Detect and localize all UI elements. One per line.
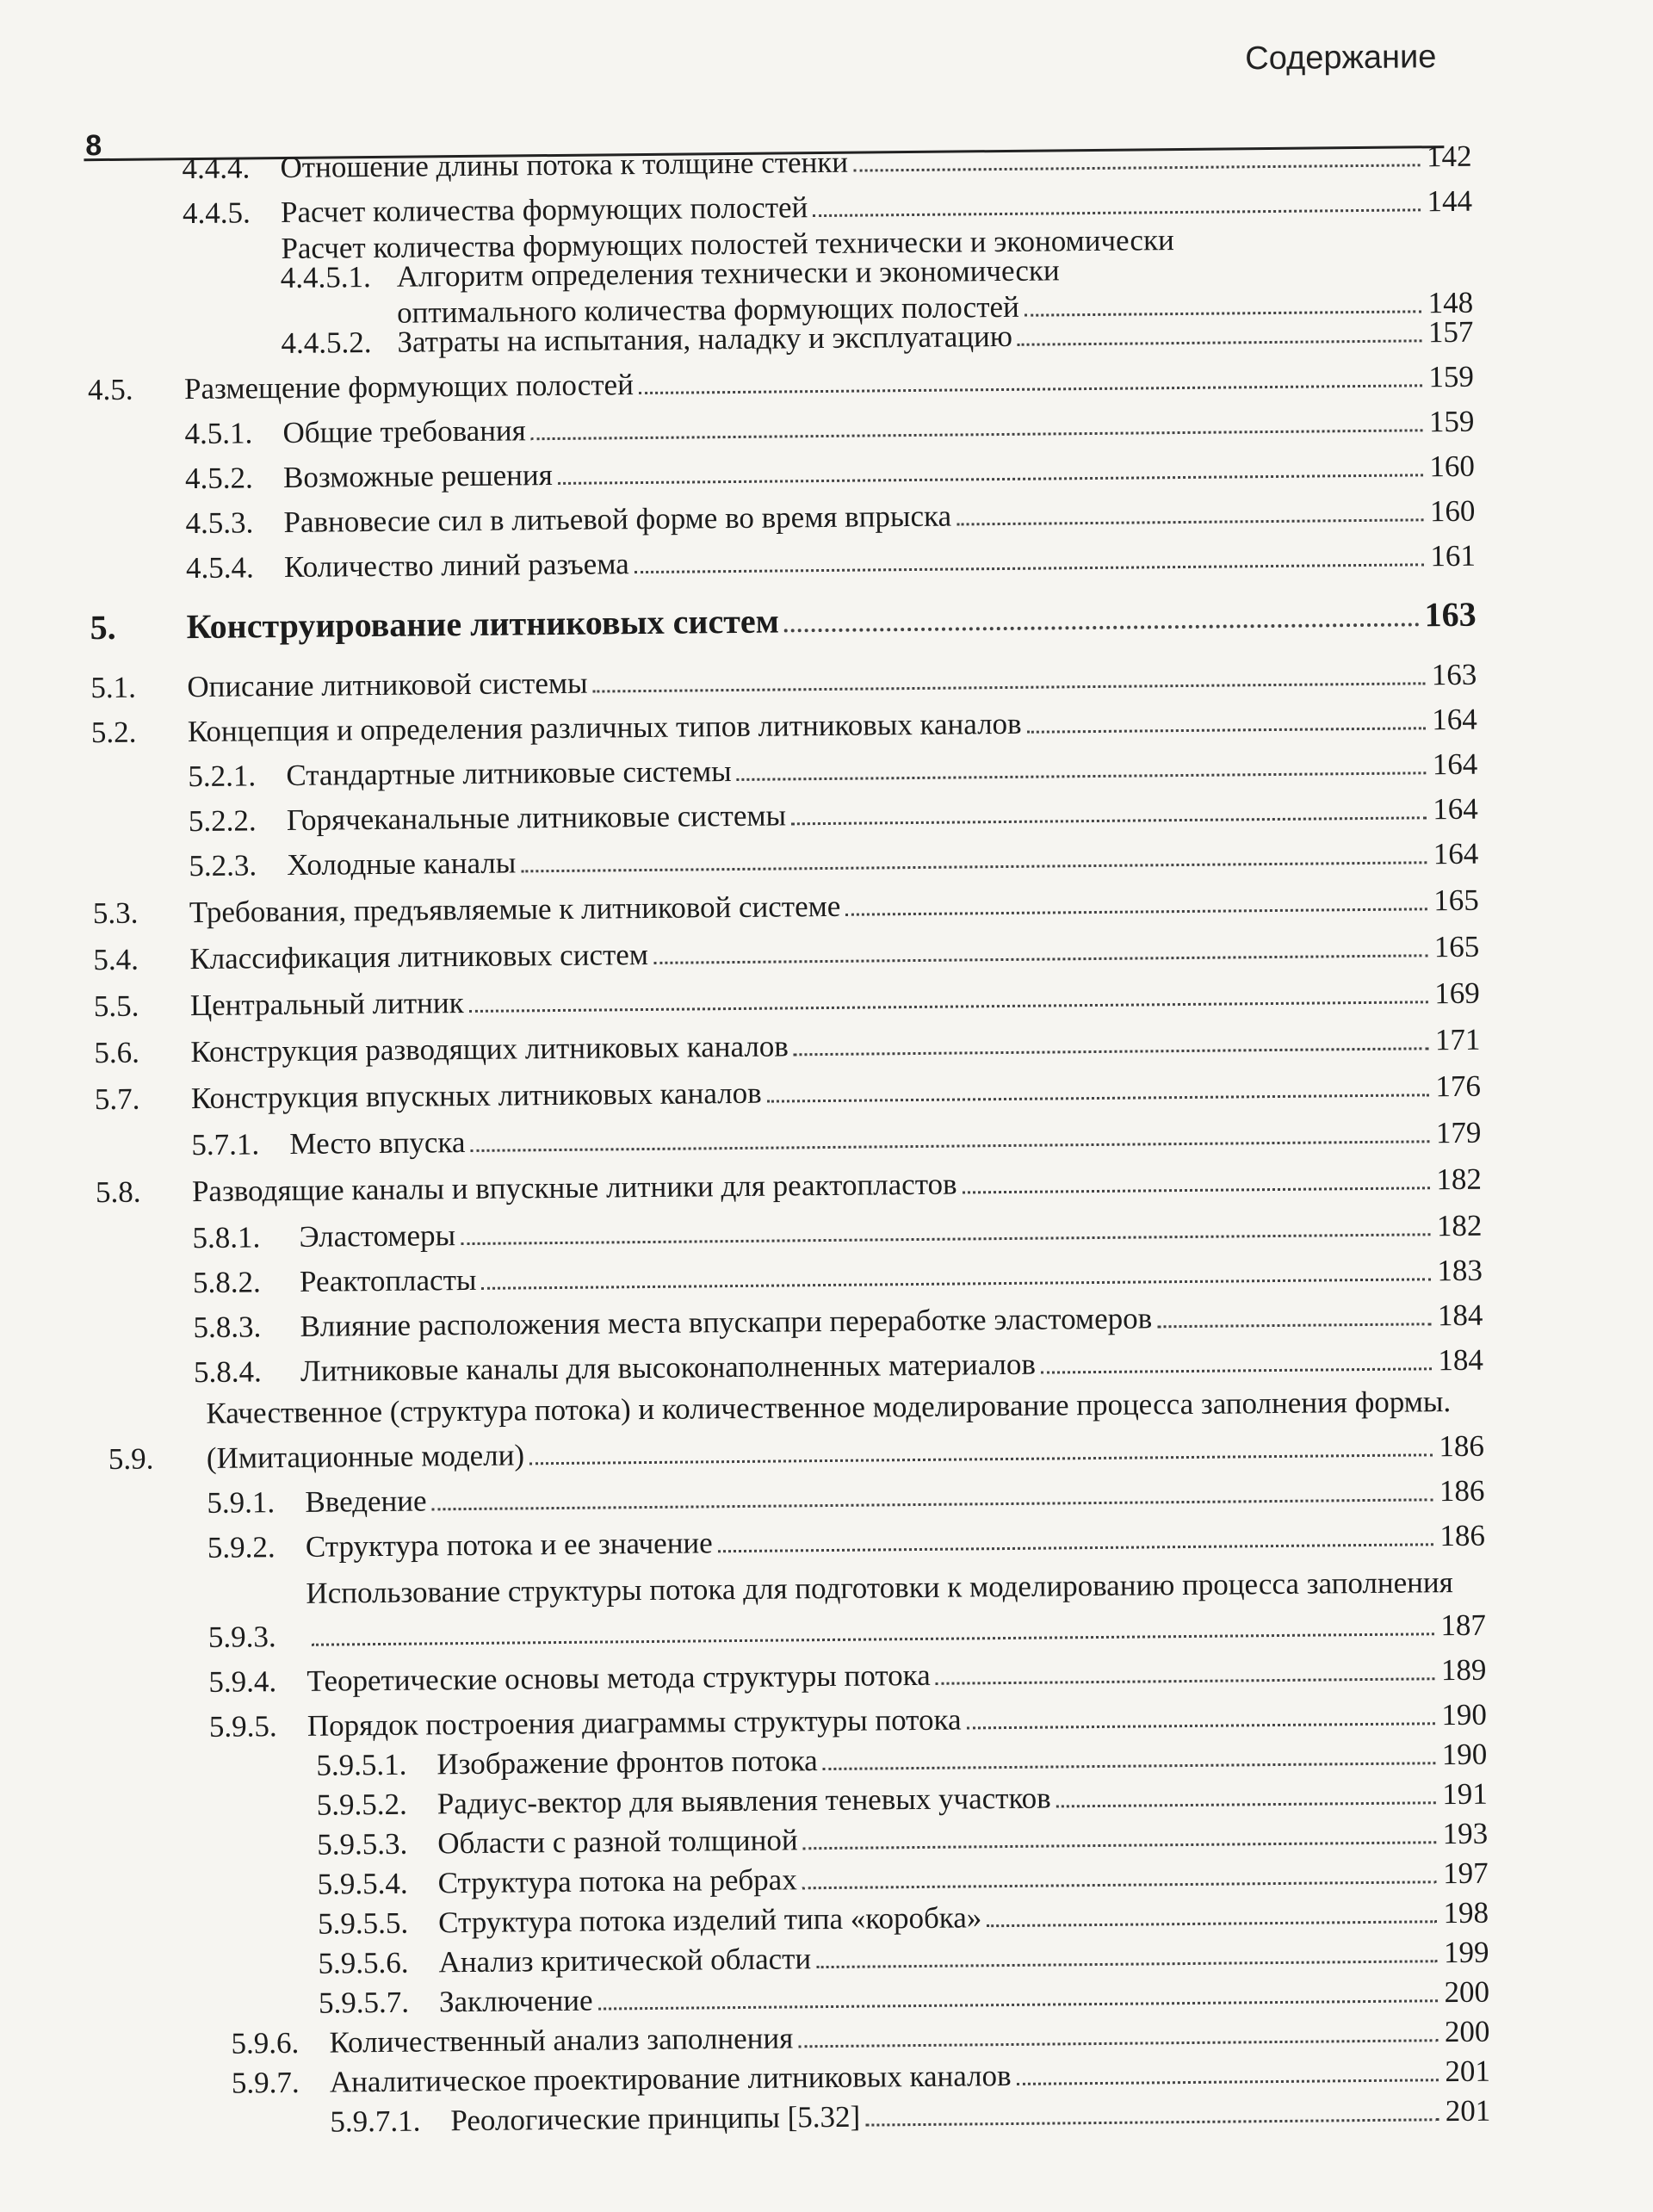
toc-entry-title: (Имитационные модели) bbox=[206, 1438, 525, 1475]
dot-leader bbox=[737, 765, 1427, 781]
toc-entry-page: 164 bbox=[1433, 791, 1478, 827]
toc-entry-number: 5.3. bbox=[92, 895, 139, 931]
dot-leader bbox=[957, 511, 1424, 525]
toc-entry-page: 201 bbox=[1445, 2054, 1491, 2089]
toc-entry-number: 5.9.4. bbox=[208, 1664, 277, 1699]
toc-entry-title: Структура потока на ребрах bbox=[437, 1862, 797, 1900]
toc-entry-page: 193 bbox=[1442, 1816, 1489, 1851]
toc-entry-page: 182 bbox=[1436, 1162, 1483, 1197]
toc-entry-title: Литниковые каналы для высоконаполненных материалов bbox=[300, 1347, 1037, 1388]
toc-entry-page: 186 bbox=[1439, 1518, 1486, 1553]
toc-entry-page: 198 bbox=[1443, 1895, 1489, 1930]
toc-entry-number: 5.9.5.7. bbox=[318, 1985, 410, 2020]
toc-entry-page: 163 bbox=[1431, 657, 1477, 692]
toc-entry-title: Количественный анализ заполнения bbox=[329, 2021, 794, 2060]
toc-entry-title: Размещение формующих полостей bbox=[183, 368, 635, 406]
toc-entry-title: Структура потока изделий типа «коробка» bbox=[437, 1900, 982, 1940]
toc-entry-number: 5.2.3. bbox=[189, 848, 257, 883]
dot-leader bbox=[598, 1992, 1439, 2010]
dot-leader bbox=[936, 1670, 1435, 1685]
dot-leader bbox=[469, 994, 1428, 1013]
dot-leader bbox=[767, 1087, 1429, 1102]
dot-leader bbox=[791, 809, 1427, 825]
toc-entry-page: 186 bbox=[1439, 1428, 1485, 1464]
toc-entry-number: 5.9.5.2. bbox=[316, 1787, 407, 1822]
dot-leader bbox=[853, 157, 1421, 171]
toc-entry-title: Заключение bbox=[438, 1983, 593, 2019]
toc-entry-number: 4.5.1. bbox=[184, 416, 253, 451]
toc-entry-page: 164 bbox=[1433, 836, 1479, 871]
toc-entry-page: 148 bbox=[1427, 285, 1474, 320]
dot-leader bbox=[794, 1040, 1429, 1056]
toc-entry-number: 5.9.5.3. bbox=[317, 1826, 408, 1862]
toc-entry-title-line: Расчет количества формующих полостей технически и экономически bbox=[281, 223, 1174, 266]
toc-entry-page: 164 bbox=[1432, 747, 1478, 782]
toc-entry-title: Холодные каналы bbox=[287, 846, 517, 883]
toc-entry-title: Влияние расположения места впускапри переработке эластомеров bbox=[300, 1301, 1153, 1343]
toc-entry-number: 5.8.4. bbox=[193, 1354, 262, 1390]
toc-entry-number: 5.9.5.5. bbox=[317, 1905, 409, 1941]
toc-entry-title: Области с разной толщиной bbox=[437, 1823, 798, 1861]
dot-leader bbox=[481, 1271, 1431, 1290]
toc-entry-page: 183 bbox=[1437, 1253, 1483, 1288]
toc-entry-page: 165 bbox=[1433, 883, 1479, 918]
dot-leader bbox=[963, 1180, 1430, 1193]
dot-leader bbox=[470, 1133, 1429, 1152]
toc-entry-page: 169 bbox=[1434, 976, 1481, 1011]
toc-entry-title: Анализ критической области bbox=[438, 1942, 812, 1980]
toc-entry-number: 5.1. bbox=[90, 670, 137, 705]
toc-entry-number: 5.9.5. bbox=[208, 1709, 277, 1744]
toc-entry-number: 5.8.2. bbox=[192, 1265, 261, 1300]
dot-leader bbox=[521, 854, 1427, 872]
toc-entry-number: 5.9.7.1. bbox=[330, 2104, 421, 2139]
toc-entry-number: 5.9.6. bbox=[231, 2025, 300, 2060]
toc-entry-title: Структура потока и ее значение bbox=[305, 1526, 713, 1564]
toc-entry-page: 144 bbox=[1427, 183, 1473, 219]
toc-entry-title: Центральный литник bbox=[189, 986, 464, 1023]
toc-entry-title: Разводящие каналы и впускные литники для реактопластов bbox=[191, 1167, 957, 1209]
toc-entry-number: 5.9.5.4. bbox=[317, 1866, 408, 1901]
toc-entry-page: 142 bbox=[1426, 139, 1472, 174]
toc-entry-title: Горячеканальные литниковые системы bbox=[286, 798, 787, 838]
toc-entry-page: 160 bbox=[1429, 449, 1476, 484]
toc-entry-number: 4.5.3. bbox=[185, 505, 254, 541]
toc-entry-page: 191 bbox=[1442, 1776, 1488, 1812]
dot-leader bbox=[987, 1913, 1437, 1927]
toc-entry-number: 5.9.7. bbox=[231, 2065, 300, 2100]
toc-entry-title: Аналитическое проектирование литниковых каналов bbox=[329, 2058, 1012, 2099]
toc-entry-number: 5. bbox=[90, 607, 116, 647]
toc-entry-title: Порядок построения диаграммы структуры потока bbox=[306, 1702, 962, 1743]
toc-entry-page: 165 bbox=[1433, 929, 1480, 964]
toc-entry-title: Стандартные литниковые системы bbox=[286, 754, 732, 793]
dot-leader bbox=[845, 901, 1427, 915]
toc-entry-title: Концепция и определения различных типов литниковых каналов bbox=[187, 706, 1022, 749]
dot-leader bbox=[784, 616, 1420, 632]
page-number: 8 bbox=[85, 129, 102, 163]
dot-leader bbox=[593, 675, 1426, 692]
toc-entry-page: 184 bbox=[1438, 1342, 1484, 1378]
toc-entry-title: Расчет количества формующих полостей bbox=[280, 190, 808, 230]
dot-leader bbox=[813, 201, 1421, 217]
toc-entry-number: 5.9. bbox=[108, 1441, 154, 1477]
toc-entry-title: Конструирование литниковых систем bbox=[186, 601, 780, 647]
toc-entry-title: Возможные решения bbox=[282, 458, 553, 495]
toc-entry-title: Реологические принципы [5.32] bbox=[450, 2099, 861, 2138]
dot-leader bbox=[635, 556, 1424, 573]
toc-entry-title: Описание литниковой системы bbox=[187, 666, 588, 704]
toc-entry-title: Затраты на испытания, наладку и эксплуатацию bbox=[397, 319, 1013, 359]
dot-leader bbox=[432, 1491, 1433, 1510]
dot-leader bbox=[823, 1755, 1436, 1770]
toc-entry-title: Введение bbox=[305, 1484, 427, 1519]
dot-leader bbox=[653, 947, 1427, 964]
toc-entry-title: Общие требования bbox=[282, 413, 526, 450]
toc-entry[interactable] bbox=[0, 137, 1644, 186]
dot-leader bbox=[529, 1447, 1433, 1465]
toc-entry-page: 200 bbox=[1444, 1974, 1490, 2010]
toc-entry-page: 164 bbox=[1432, 702, 1477, 737]
toc-entry-page: 201 bbox=[1445, 2093, 1491, 2128]
dot-leader bbox=[718, 1536, 1433, 1552]
toc-entry-number: 4.4.5. bbox=[182, 195, 251, 231]
toc-entry-page: 200 bbox=[1444, 2014, 1490, 2049]
toc-entry-number: 5.9.1. bbox=[207, 1485, 276, 1520]
toc-entry-title-line: Алгоритм определения технически и экономически bbox=[396, 253, 1060, 294]
dot-leader bbox=[1017, 2072, 1439, 2085]
toc-entry-page: 182 bbox=[1436, 1208, 1483, 1243]
toc-entry-title-line: Качественное (структура потока) и количественное моделирование процесса заполнения формы. bbox=[206, 1385, 1452, 1430]
toc-entry[interactable] bbox=[5, 1606, 1653, 1654]
toc-entry-title: Требования, предъявляемые к литниковой системе bbox=[189, 889, 841, 930]
running-title: Содержание bbox=[1245, 39, 1437, 77]
toc-entry[interactable] bbox=[0, 655, 1649, 705]
toc-entry-number: 5.9.3. bbox=[207, 1620, 276, 1654]
toc-entry-number: 5.2. bbox=[90, 715, 137, 750]
toc-entry-page: 161 bbox=[1430, 538, 1477, 573]
toc-entry-page: 187 bbox=[1440, 1608, 1487, 1643]
dot-leader bbox=[639, 377, 1422, 394]
toc-entry-number: 5.7. bbox=[94, 1081, 140, 1117]
toc-entry-page: 199 bbox=[1443, 1935, 1489, 1970]
toc-entry-page: 163 bbox=[1424, 594, 1477, 635]
toc-entry-title-line: Использование структуры потока для подготовки к моделированию процесса заполнения bbox=[306, 1565, 1453, 1610]
dot-leader bbox=[802, 1874, 1437, 1889]
toc-entry-number: 4.5.2. bbox=[184, 461, 253, 496]
dot-leader bbox=[1157, 1316, 1431, 1328]
toc-entry-number: 5.2.1. bbox=[188, 759, 257, 794]
toc-entry-number: 4.5. bbox=[87, 372, 133, 407]
toc-entry-number: 5.9.2. bbox=[207, 1530, 276, 1565]
toc-entry-number: 4.5.4. bbox=[185, 550, 254, 586]
toc-entry-title: Радиус-вектор для выявления теневых участков bbox=[436, 1781, 1051, 1821]
toc-entry-number: 4.4.5.1. bbox=[280, 260, 371, 295]
toc-entry-number: 5.2.2. bbox=[188, 803, 257, 839]
toc-entry-title: Реактопласты bbox=[299, 1262, 477, 1298]
toc-entry-number: 5.9.5.1. bbox=[316, 1747, 407, 1782]
toc-entry-page: 186 bbox=[1439, 1473, 1485, 1509]
toc-entry[interactable] bbox=[0, 357, 1646, 407]
dot-leader bbox=[461, 1226, 1431, 1245]
toc-entry-title: Классификация литниковых систем bbox=[189, 937, 649, 976]
toc-entry-page: 179 bbox=[1435, 1115, 1482, 1150]
toc-entry-title: Место впуска bbox=[289, 1125, 466, 1161]
toc-entry-title: Теоретические основы метода структуры потока bbox=[306, 1657, 931, 1698]
dot-leader bbox=[1027, 720, 1426, 733]
dot-leader bbox=[531, 422, 1423, 440]
dot-leader bbox=[312, 1626, 1434, 1646]
toc-entry-page: 160 bbox=[1429, 493, 1476, 529]
toc-entry-title: Эластомеры bbox=[299, 1218, 456, 1254]
dot-leader bbox=[967, 1715, 1435, 1729]
toc-entry-page: 190 bbox=[1441, 1697, 1488, 1732]
toc-entry-page: 157 bbox=[1427, 314, 1474, 350]
toc-entry-page: 184 bbox=[1437, 1298, 1483, 1333]
toc-entry-page: 197 bbox=[1442, 1856, 1489, 1891]
dot-leader bbox=[816, 1953, 1437, 1968]
dot-leader bbox=[1041, 1360, 1432, 1373]
toc-entry-title: Конструкция разводящих литниковых каналов bbox=[190, 1029, 789, 1069]
dot-leader bbox=[798, 2032, 1438, 2048]
toc-entry-number: 4.4.5.2. bbox=[281, 325, 372, 361]
toc-entry-title: Равновесие сил в литьевой форме во время впрыска bbox=[283, 499, 952, 540]
dot-leader bbox=[865, 2111, 1439, 2126]
toc-entry-number: 5.8.3. bbox=[193, 1310, 262, 1345]
toc-entry-page: 176 bbox=[1435, 1069, 1482, 1104]
toc-entry-title: Изображение фронтов потока bbox=[436, 1744, 818, 1781]
toc-entry-number: 5.6. bbox=[94, 1035, 140, 1070]
toc-entry-number: 5.8. bbox=[95, 1174, 141, 1210]
dot-leader bbox=[1018, 332, 1422, 346]
toc-entry-number: 5.7.1. bbox=[191, 1127, 260, 1162]
dot-leader bbox=[558, 467, 1423, 485]
toc-entry-number: 5.4. bbox=[93, 942, 139, 977]
dot-leader bbox=[803, 1834, 1437, 1850]
dot-leader bbox=[1056, 1794, 1436, 1807]
toc-entry-page: 190 bbox=[1441, 1737, 1488, 1772]
toc-entry-number: 4.4.4. bbox=[182, 151, 251, 186]
toc-entry-title: Конструкция впускных литниковых каналов bbox=[190, 1075, 762, 1116]
toc-entry-number: 5.5. bbox=[93, 988, 139, 1024]
toc-entry-title: Отношение длины потока к толщине стенки bbox=[280, 145, 849, 185]
toc-entry-page: 171 bbox=[1434, 1022, 1481, 1057]
toc-entry-number: 5.8.1. bbox=[192, 1220, 261, 1255]
toc-entry-page: 189 bbox=[1440, 1652, 1487, 1688]
toc-entry-title: оптимального количества формующих полостей bbox=[396, 289, 1019, 330]
toc-entry-number: 5.9.5.6. bbox=[318, 1945, 409, 1980]
toc-entry-page: 159 bbox=[1428, 404, 1475, 439]
toc-entry-page: 159 bbox=[1428, 359, 1475, 394]
toc-entry-title: Количество линий разъема bbox=[283, 547, 629, 585]
toc-entry[interactable] bbox=[0, 594, 1648, 647]
